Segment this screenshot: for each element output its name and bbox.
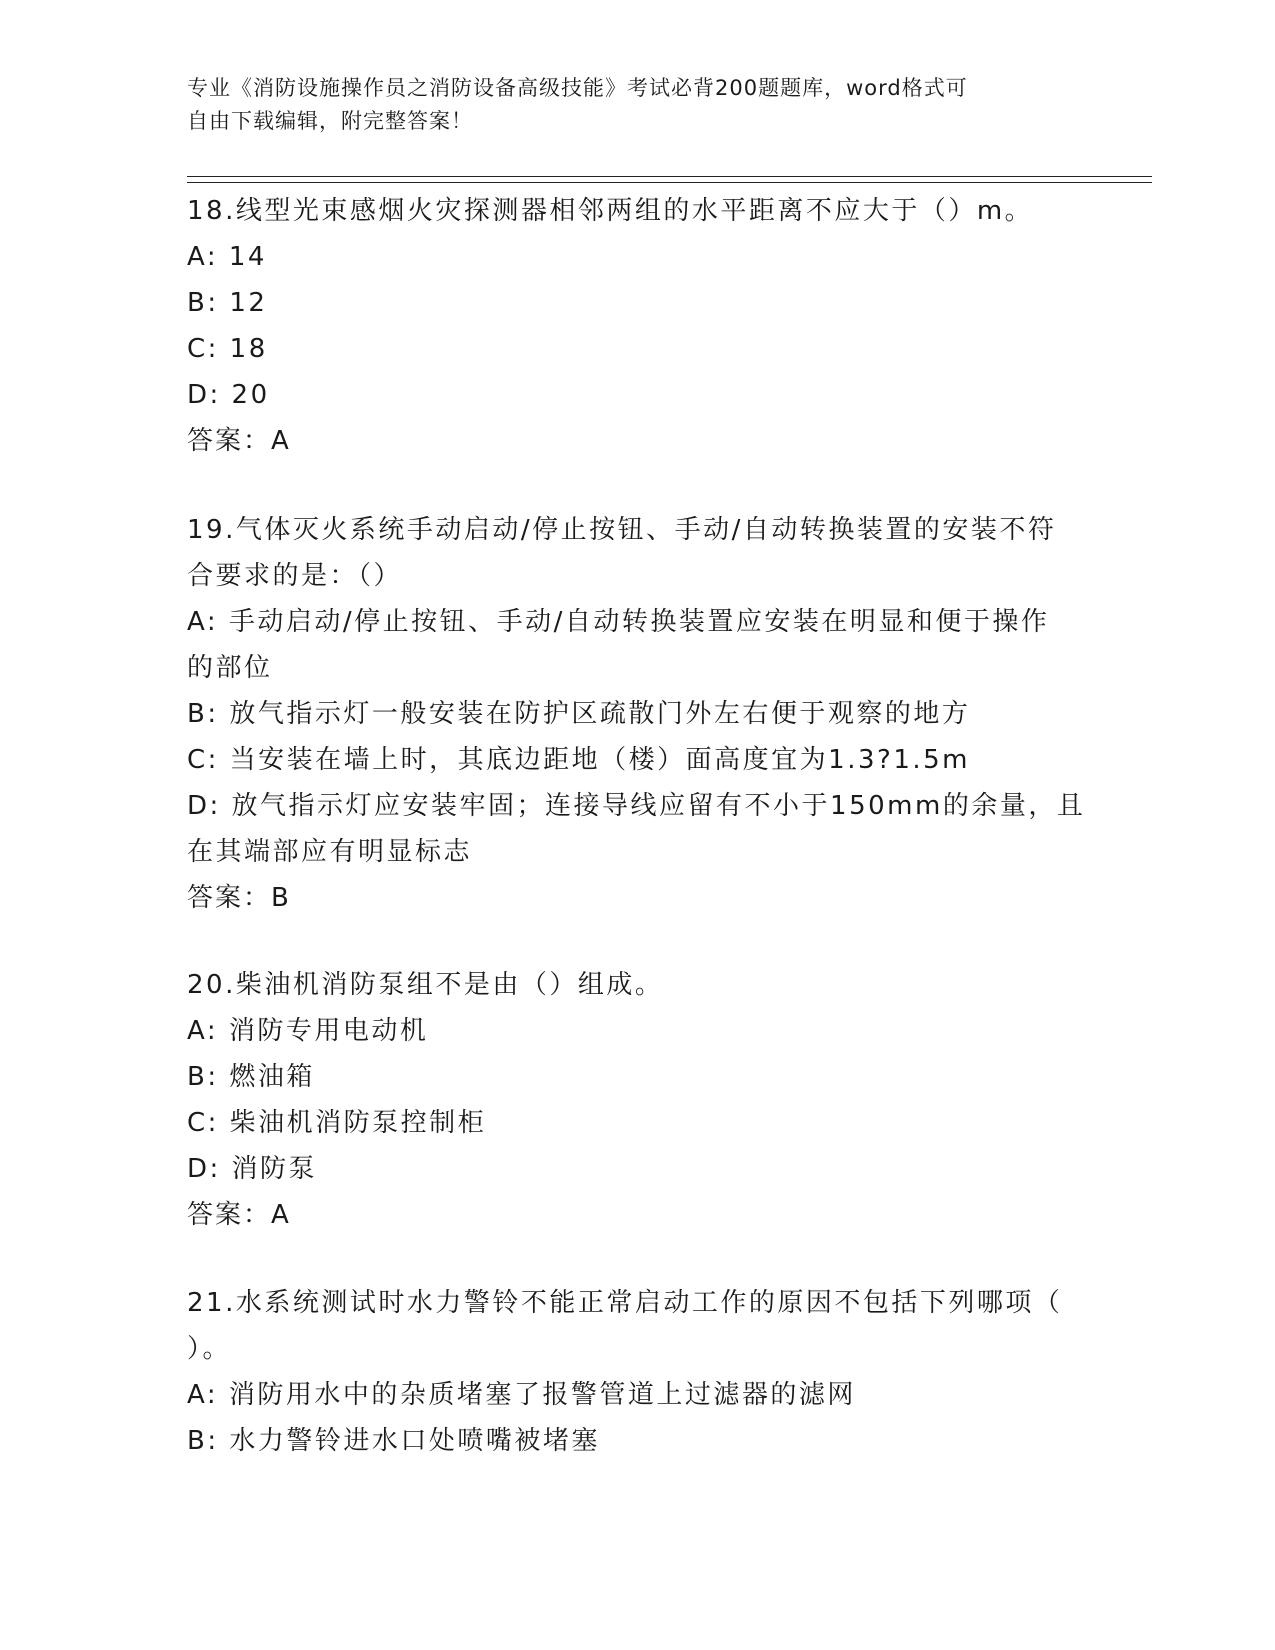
option-b: B: 放气指示灯一般安装在防护区疏散门外左右便于观察的地方: [187, 699, 971, 729]
option-a: A: 消防用水中的杂质堵塞了报警管道上过滤器的滤网: [187, 1380, 856, 1410]
question-stem-line-1: 19.气体灭火系统手动启动/停止按钮、手动/自动转换装置的安装不符: [187, 515, 1057, 545]
option-a: A: 消防专用电动机: [187, 1016, 429, 1046]
question-stem: 18.线型光束感烟火灾探测器相邻两组的水平距离不应大于（）m。: [187, 196, 1034, 226]
option-d: D: 20: [187, 380, 270, 410]
answer: [187, 1192, 1092, 1238]
option-c: C: 18: [187, 334, 268, 364]
answer: [187, 875, 1092, 921]
option-a-line-1: A: 手动启动/停止按钮、手动/自动转换装置应安装在明显和便于操作: [187, 607, 1050, 637]
option-d-line-2: 在其端部应有明显标志: [187, 837, 473, 867]
question-stem: 20.柴油机消防泵组不是由（）组成。: [187, 970, 664, 1000]
option-a-line-2: 的部位: [187, 653, 273, 683]
question-19: [187, 507, 1092, 921]
answer-label: 答案：: [187, 883, 272, 913]
header-divider-top: [187, 176, 1152, 177]
answer-value: A: [271, 1200, 290, 1230]
question-stem-line-1: 21.水系统测试时水力警铃不能正常启动工作的原因不包括下列哪项（: [187, 1288, 1063, 1318]
answer-label: 答案：: [187, 1200, 272, 1230]
answer: [187, 418, 1092, 464]
question-21: [187, 1280, 1092, 1464]
header-divider-bottom: [187, 182, 1152, 183]
question-stem-line-2: ）。: [187, 1334, 232, 1364]
header-line-2: 自由下载编辑，附完整答案！: [187, 109, 473, 133]
option-b: B: 燃油箱: [187, 1062, 315, 1092]
option-a: A: 14: [187, 242, 267, 272]
answer-value: B: [271, 883, 290, 913]
option-d: D: 消防泵: [187, 1154, 318, 1184]
answer-value: A: [271, 426, 290, 456]
option-b: B: 水力警铃进水口处喷嘴被堵塞: [187, 1426, 600, 1456]
question-20: [187, 962, 1092, 1238]
option-c: C: 当安装在墙上时，其底边距地（楼）面高度宜为1.3?1.5m: [187, 745, 971, 775]
option-b: B: 12: [187, 288, 268, 318]
option-c: C: 柴油机消防泵控制柜: [187, 1108, 487, 1138]
document-header: [187, 72, 1067, 138]
option-d-line-1: D: 放气指示灯应安装牢固；连接导线应留有不小于150mm的余量，且: [187, 791, 1086, 821]
question-stem-line-2: 合要求的是：（）: [187, 561, 403, 591]
header-line-1: 专业《消防设施操作员之消防设备高级技能》考试必背200题题库，word格式可: [187, 76, 968, 100]
answer-label: 答案：: [187, 426, 272, 456]
question-18: [187, 188, 1092, 464]
